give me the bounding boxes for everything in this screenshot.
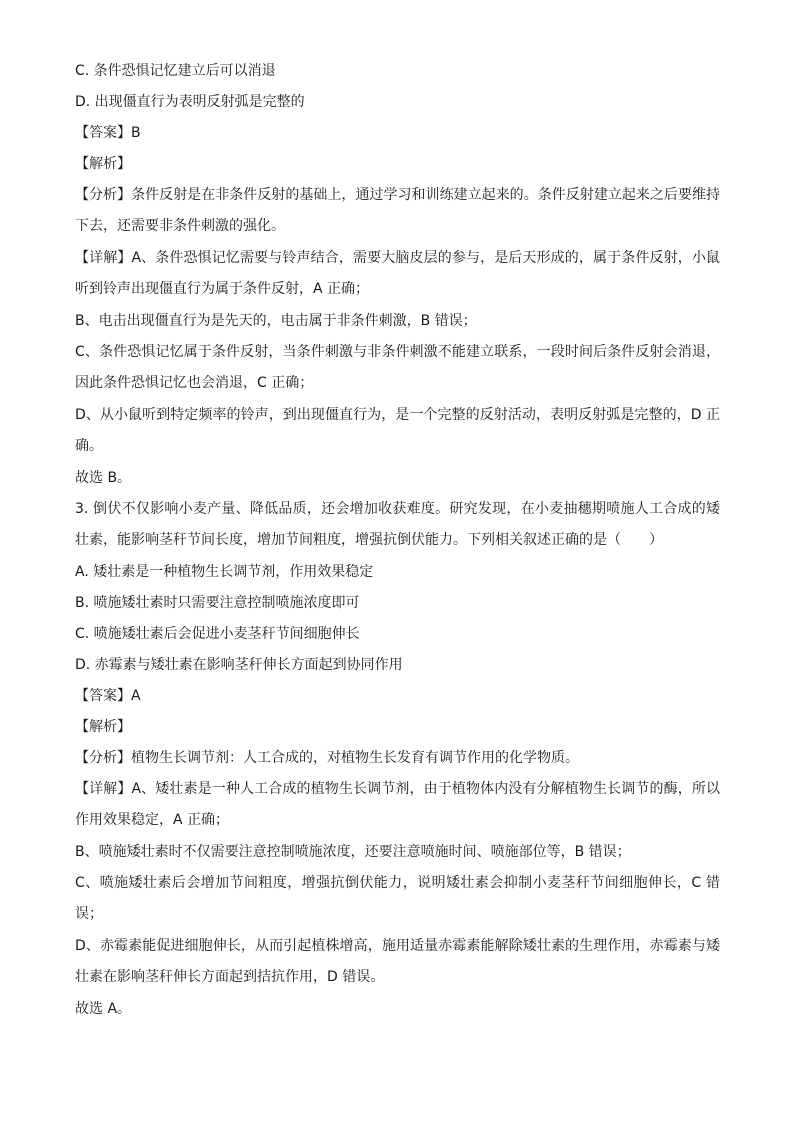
answer: 【答案】B xyxy=(75,125,141,141)
option-d: D. 出现僵直行为表明反射弧是完整的 xyxy=(75,94,305,110)
question-3-detail-b: B、喷施矮壮素时不仅需要注意控制喷施浓度，还要注意喷施时间、喷施部位等，B 错误； xyxy=(75,844,631,860)
question-3-option-b: B. 喷施矮壮素时只需要注意控制喷施浓度即可 xyxy=(75,595,360,611)
document-page xyxy=(75,61,720,1030)
detail-d: D、从小鼠听到特定频率的铃声，到出现僵直行为，是一个完整的反射活动，表明反射弧是完整的，D 正确。 xyxy=(75,407,720,454)
question-3-detail-a: 【详解】A、矮壮素是一种人工合成的植物生长调节剂，由于植物体内没有分解植物生长调节的酶，所以作用效果稳定，A 正确； xyxy=(75,781,720,828)
question-3-option-d: D. 赤霉素与矮壮素在影响茎秆伸长方面起到协同作用 xyxy=(75,657,403,673)
question-3-final-choice: 故选 A。 xyxy=(75,1001,132,1017)
question-3-stem: 3. 倒伏不仅影响小麦产量、降低品质，还会增加收获难度。研究发现，在小麦抽穗期喷施人工合成的矮壮素，能影响茎秆节间长度，增加节间粗度，增强抗倒伏能力。下列相关叙述正确的是（ ） xyxy=(75,501,720,548)
question-3-analysis-summary: 【分析】植物生长调节剂：人工合成的，对植物生长发育有调节作用的化学物质。 xyxy=(75,750,579,766)
question-3-option-a: A. 矮壮素是一种植物生长调节剂，作用效果稳定 xyxy=(75,564,374,580)
question-3-detail-c: C、喷施矮壮素后会增加节间粗度，增强抗倒伏能力，说明矮壮素会抑制小麦茎秆节间细胞伸长，C 错误； xyxy=(75,875,720,922)
detail-a: 【详解】A、条件恐惧记忆需要与铃声结合，需要大脑皮层的参与，是后天形成的，属于条件反射，小鼠听到铃声出现僵直行为属于条件反射，A 正确； xyxy=(75,250,720,297)
question-3-answer: 【答案】A xyxy=(75,688,141,704)
option-c: C. 条件恐惧记忆建立后可以消退 xyxy=(75,63,276,79)
question-3-detail-d: D、赤霉素能促进细胞伸长，从而引起植株增高，施用适量赤霉素能解除矮壮素的生理作用，赤霉素与矮壮素在影响茎秆伸长方面起到拮抗作用，D 错误。 xyxy=(75,938,720,985)
analysis-summary: 【分析】条件反射是在非条件反射的基础上，通过学习和训练建立起来的。条件反射建立起来之后要维持下去，还需要非条件刺激的强化。 xyxy=(75,187,720,234)
detail-b: B、电击出现僵直行为是先天的，电击属于非条件刺激，B 错误； xyxy=(75,313,477,329)
question-3-analysis-heading: 【解析】 xyxy=(75,719,131,735)
detail-c: C、条件恐惧记忆属于条件反射，当条件刺激与非条件刺激不能建立联系，一段时间后条件反射会消退，因此条件恐惧记忆也会消退，C 正确； xyxy=(75,344,720,391)
question-3-option-c: C. 喷施矮壮素后会促进小麦茎秆节间细胞伸长 xyxy=(75,626,360,642)
final-choice: 故选 B。 xyxy=(75,470,132,486)
analysis-heading: 【解析】 xyxy=(75,156,131,172)
